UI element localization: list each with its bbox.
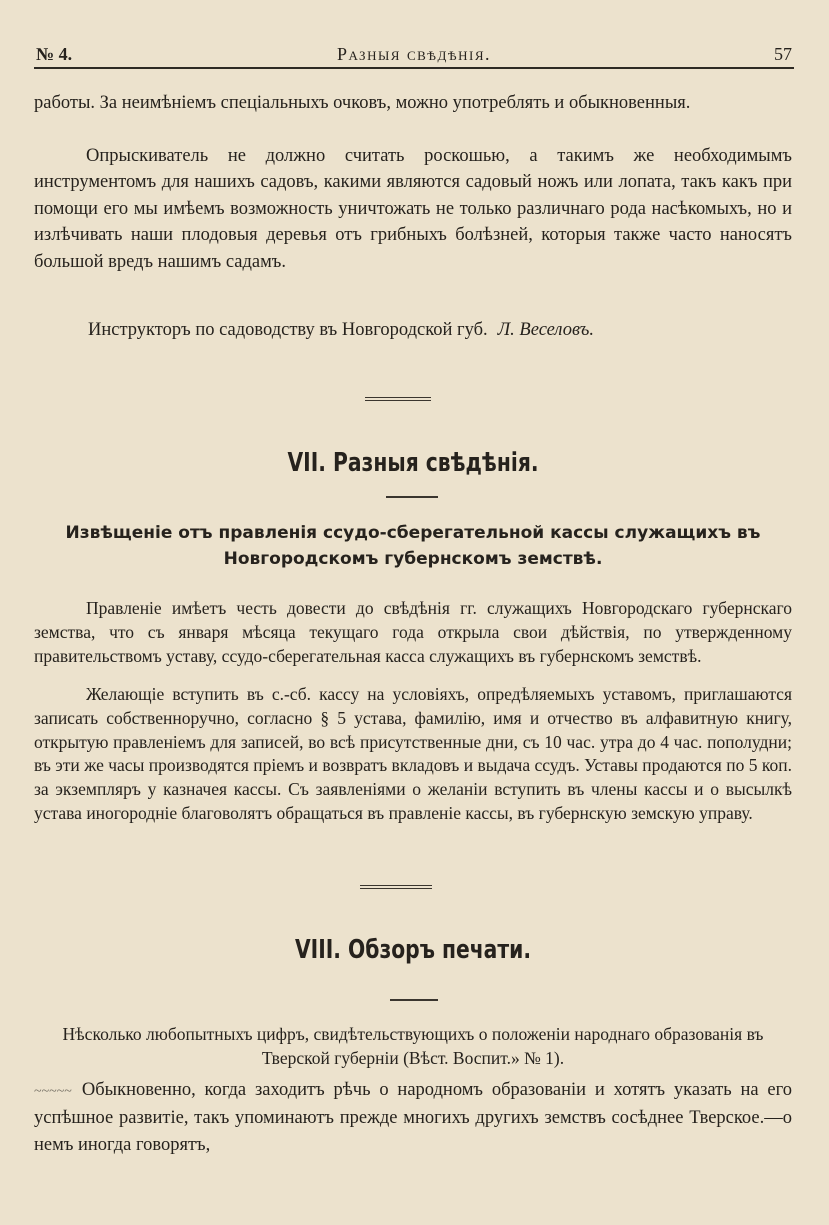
signature-text: Инструкторъ по садоводству въ Новгородской губ.	[88, 320, 488, 340]
page-header	[36, 44, 792, 66]
intro-paragraph-2: Опрыскиватель не должно считать роскошью, а такимъ же необходимымъ инструментомъ для нашихъ садовъ, какими являются садовый ножъ или лопата, такъ какъ при помощи его мы имѣемъ возможность уничтожать не только различнаго рода насѣкомыхъ, но и излѣчивать наши плодовыя деревья отъ грибныхъ болѣзней, которыя также часто наносятъ большой вредъ нашимъ садамъ.	[34, 146, 792, 272]
signature-name: Л. Веселовъ.	[497, 320, 594, 340]
issue-number: № 4.	[36, 44, 73, 64]
section-separator	[365, 397, 431, 401]
review-subject: Нѣсколько любопытныхъ цифръ, свидѣтельствующихъ о положеніи народнаго образованія въ Тверской губерніи (Вѣст. Воспит.» № 1).	[62, 1024, 764, 1068]
page-number: 57	[774, 44, 792, 64]
section-separator	[360, 885, 432, 889]
header-rule	[34, 67, 794, 69]
notice-paragraph-2: Желающіе вступить въ с.-сб. кассу на условіяхъ, опредѣляемыхъ уставомъ, приглашаются записать собственноручно, согласно § 5 устава, фамилію, имя и отчество въ алфавитную книгу, открытую правленіемъ для записей, во всѣ присутственные дни, съ 10 час. утра до 4 час. пополудни; въ эти же часы производятся пріемъ и возвратъ вкладовъ и выдача ссудъ. Уставы продаются по 5 коп. за экземпляръ у казначея кассы. Съ заявленіями о желаніи вступить въ члены кассы и о высылкѣ устава иногородніе благоволятъ обращаться въ правленіе кассы, въ губернскую земскую управу.	[34, 684, 792, 823]
section-title-viii: VIII. Обзоръ печати.	[294, 935, 532, 965]
title-underline	[386, 496, 438, 498]
running-title: Разныя свѣдѣнія.	[336, 44, 492, 64]
section-title-vii: VII. Разныя свѣдѣнія.	[287, 448, 539, 478]
signature	[88, 320, 594, 341]
review-paragraph-1	[34, 1077, 792, 1158]
notice-title: Извѣщеніе отъ правленія ссудо-сберегательной кассы служащихъ въ Новгородскомъ губернскомъ земствѣ.	[65, 523, 761, 569]
review-paragraph-text: Обыкновенно, когда заходитъ рѣчь о народномъ образованіи и хотятъ указать на его успѣшное развитіе, такъ упоминаютъ прежде многихъ другихъ земствъ сосѣднее Тверское.—о немъ иногда говорятъ,	[34, 1080, 792, 1155]
notice-paragraph-1: Правленіе имѣетъ честь довести до свѣдѣнія гг. служащихъ Новгородскаго губернскаго земства, что съ января мѣсяца текущаго года открыла свои дѣйствія, по утвержденному правительствомъ уставу, ссудо-сберегательная касса служащихъ въ губернскомъ земствѣ.	[34, 598, 792, 666]
title-underline	[390, 999, 438, 1001]
intro-paragraph-1: работы. За неимѣніемъ спеціальныхъ очковъ, можно употреблять и обыкновенныя.	[34, 93, 691, 113]
tilde-ornament: ~~~~~	[34, 1084, 72, 1099]
